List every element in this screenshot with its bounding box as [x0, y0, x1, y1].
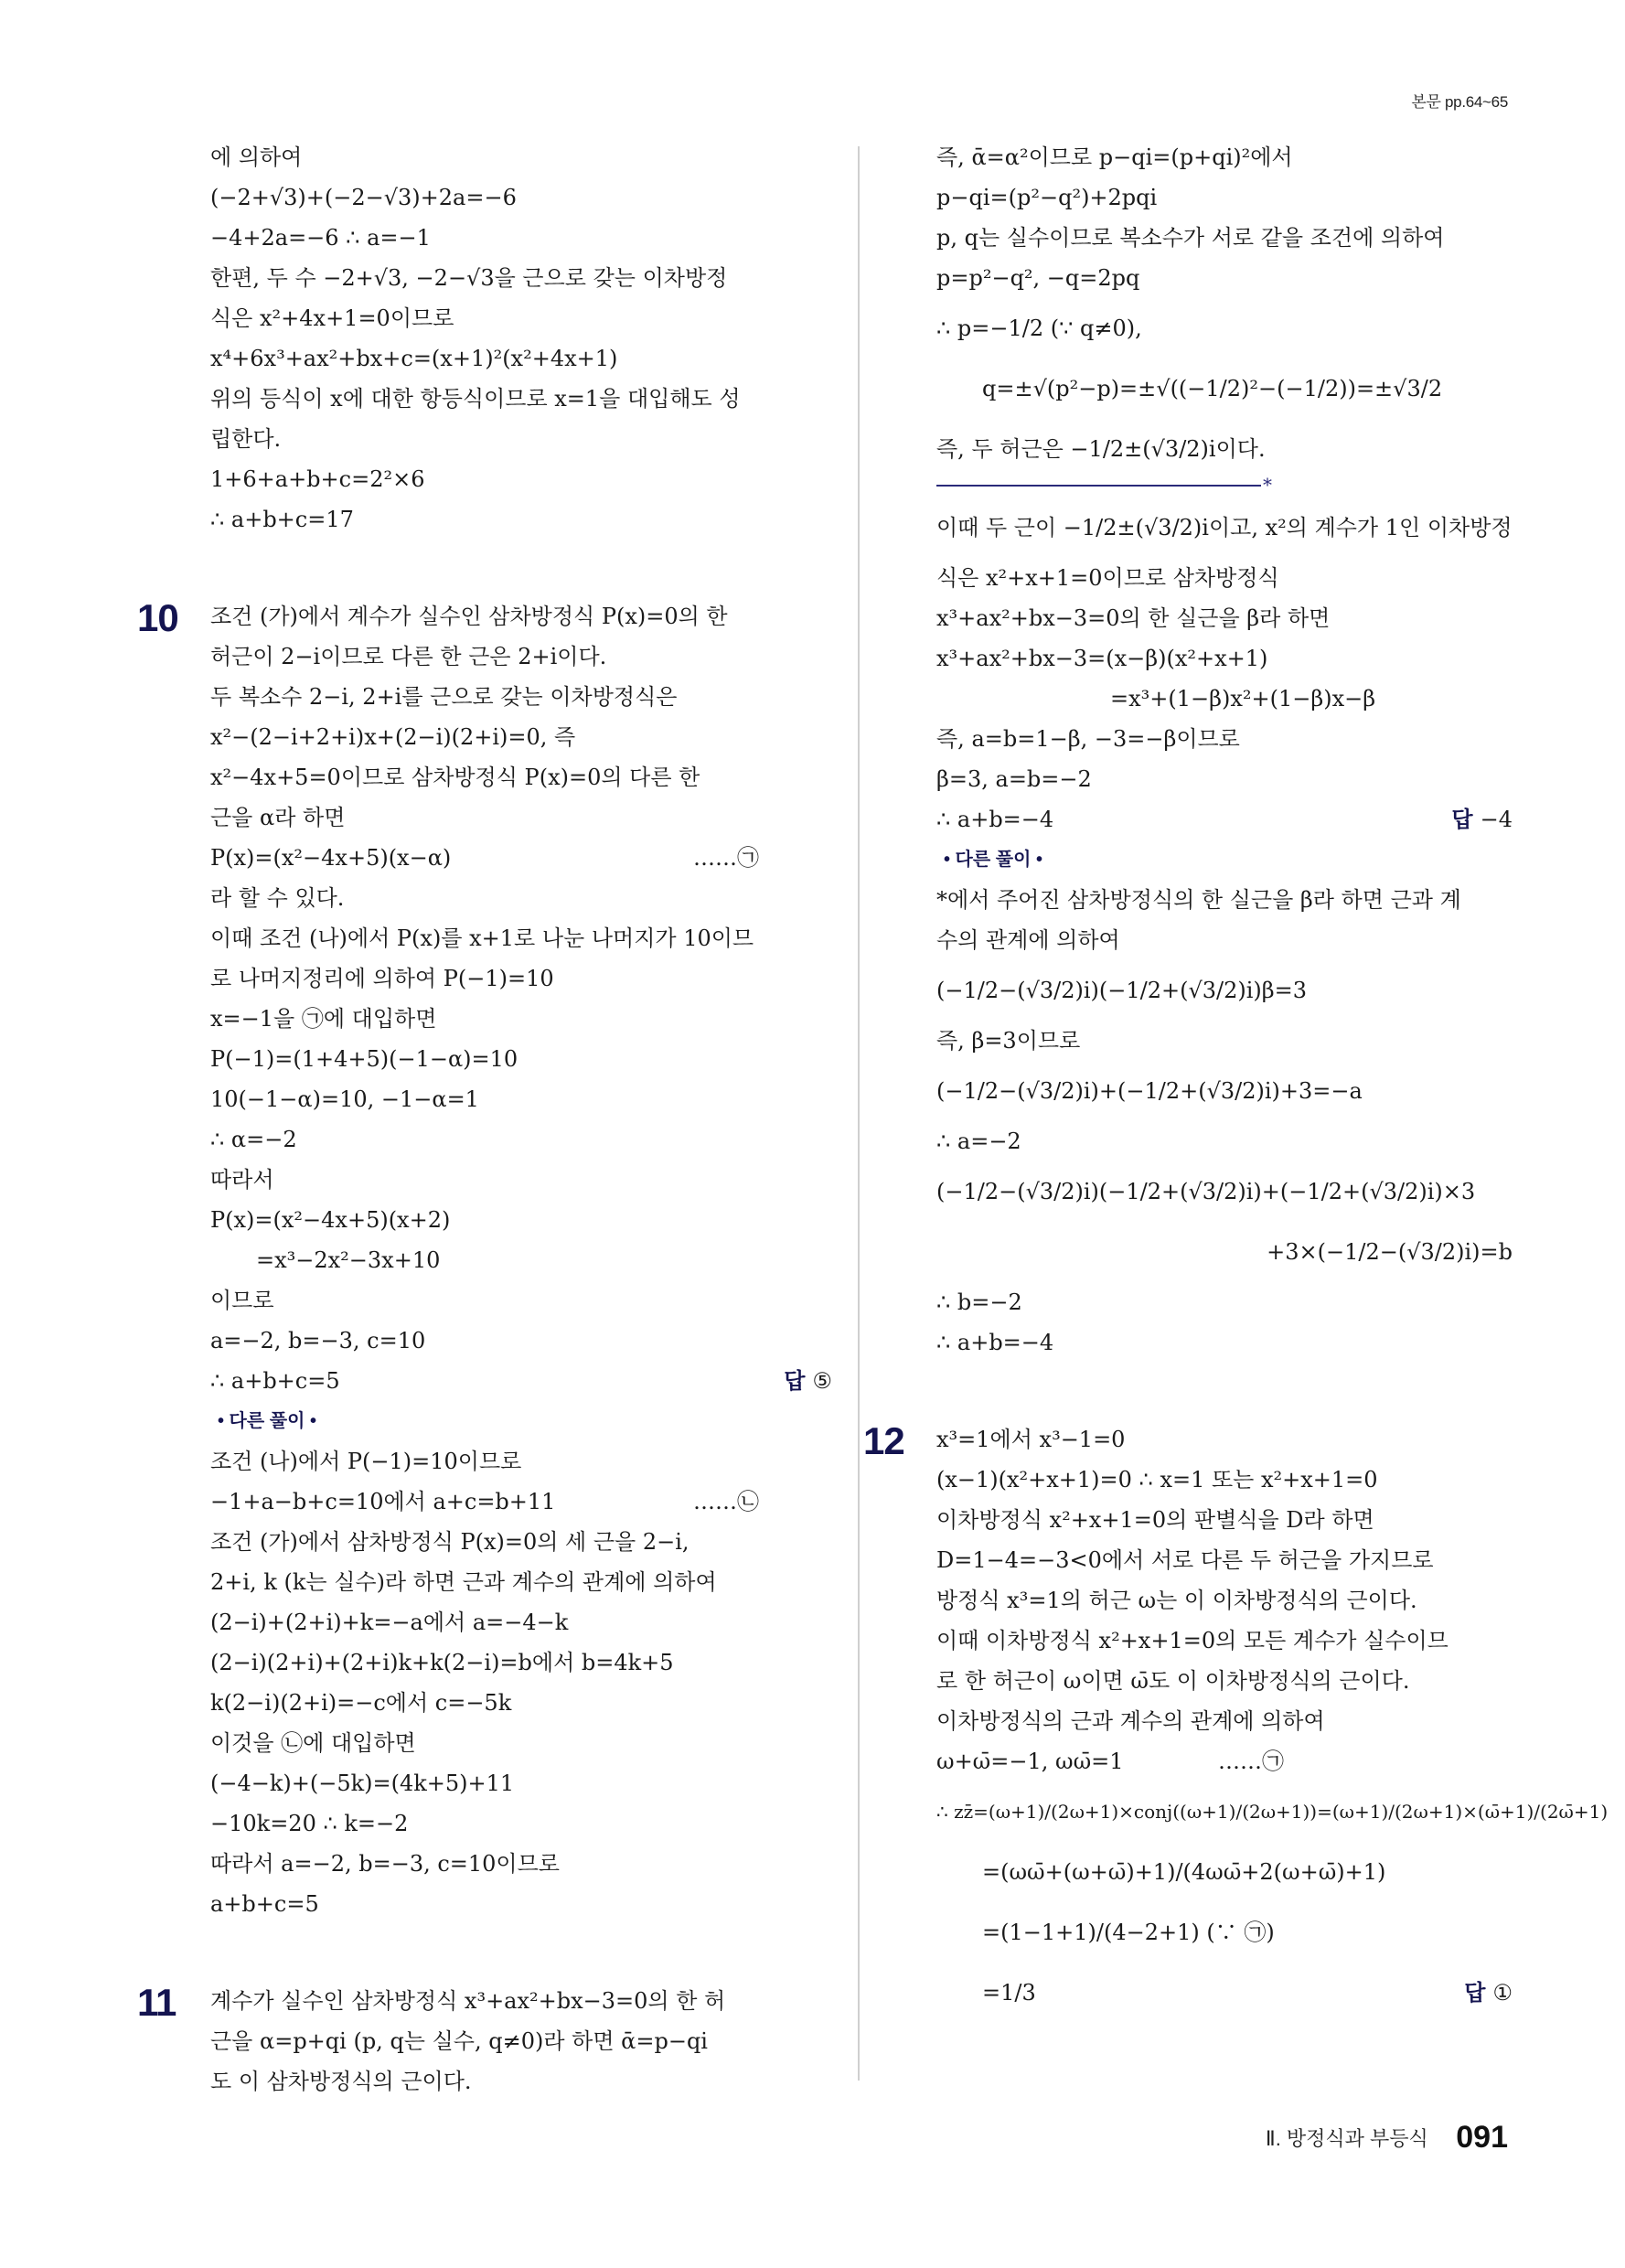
math-line: (−1/2−(√3/2)i)(−1/2+(√3/2)i)+(−1/2+(√3/2)i)×3: [936, 1179, 1476, 1204]
math-line: [210, 1482, 832, 1522]
text-line: 로 나머지정리에 의하여 P(−1)=10: [210, 966, 554, 991]
text-line: 식은 x²+x+1=0이므로 삼차방정식: [936, 565, 1279, 591]
text-line: 근을 α=p+qi (p, q는 실수, q≠0)라 하면 ᾱ=p−qi: [210, 2028, 708, 2054]
math-line: x⁴+6x³+ax²+bx+c=(x+1)²(x²+4x+1): [210, 346, 618, 371]
text-line: 한편, 두 수 −2+√3, −2−√3을 근으로 갖는 이차방정: [210, 265, 728, 291]
math-line: =(1−1+1)/(4−2+1) (∵ ㉠): [982, 1920, 1275, 1945]
continuation-block: [210, 137, 832, 540]
math-line: a+b+c=5: [210, 1891, 319, 1917]
math-line: 1+6+a+b+c=2²×6: [210, 466, 425, 492]
math-line: (2−i)+(2+i)+k=−a에서 a=−4−k: [210, 1610, 569, 1635]
math-line: =x³−2x²−3x+10: [256, 1247, 441, 1273]
math-line: x³+ax²+bx−3=(x−β)(x²+x+1): [936, 646, 1268, 671]
math-line: P(−1)=(1+4+5)(−1−α)=10: [210, 1046, 519, 1072]
text-line: 이차방정식의 근과 계수의 관계에 의하여: [936, 1708, 1325, 1734]
text-line: 에 의하여: [210, 144, 303, 170]
answer-label: 답: [1464, 1981, 1486, 2006]
problem-number: 11: [137, 1981, 176, 2024]
left-column: [137, 137, 832, 2102]
page-reference: 본문 pp.64~65: [1411, 93, 1508, 111]
problem-10: [137, 596, 832, 1924]
equation: P(x)=(x²−4x+5)(x−α): [210, 845, 452, 871]
text-line: x=−1을 ㉠에 대입하면: [210, 1006, 437, 1032]
text-line: 립한다.: [210, 426, 282, 452]
text-line: 근을 α라 하면: [210, 805, 346, 830]
math-line: a=−2, b=−3, c=10: [210, 1328, 426, 1353]
text-line: 즉, 두 허근은 −1/2±(√3/2)i이다.: [936, 436, 1266, 462]
text-line: 즉, ᾱ=α²이므로 p−qi=(p+qi)²에서: [936, 144, 1293, 170]
text-line: 조건 (가)에서 계수가 실수인 삼차방정식 P(x)=0의 한: [210, 604, 728, 629]
math-line: [936, 1963, 1513, 2023]
text-line: 조건 (가)에서 삼차방정식 P(x)=0의 세 근을 2−i,: [210, 1529, 690, 1555]
math-line: (−2+√3)+(−2−√3)+2a=−6: [210, 185, 517, 210]
final-result: =1/3: [982, 1980, 1036, 2006]
math-line: 즉, a=b=1−β, −3=−β이므로: [936, 726, 1240, 752]
alternative-solution-heading: • 다른 풀이 •: [218, 1411, 316, 1431]
answer-label: 답: [784, 1369, 806, 1394]
page-footer: [1266, 2120, 1508, 2156]
equation-marker: ……㉠: [693, 845, 759, 871]
text-line: x³+ax²+bx−3=0의 한 실근을 β라 하면: [936, 605, 1331, 631]
math-line: x³=1에서 x³−1=0: [936, 1427, 1126, 1452]
equation-marker: ……㉠: [1218, 1749, 1284, 1774]
text-line: 이므로: [210, 1288, 274, 1313]
text-line: 이것을 ㉡에 대입하면: [210, 1730, 416, 1756]
problem-12: [863, 1419, 1609, 2023]
problem-number: 12: [863, 1419, 904, 1462]
text-line: 수의 관계에 의하여: [936, 927, 1120, 953]
answer: [784, 1361, 832, 1402]
math-line: [936, 1741, 1513, 1781]
equation-marker: ……㉡: [693, 1489, 759, 1514]
asterisk-marker: *: [1263, 474, 1272, 496]
math-line: x²−(2−i+2+i)x+(2−i)(2+i)=0, 즉: [210, 724, 576, 750]
text-line: 허근이 2−i이므로 다른 한 근은 2+i이다.: [210, 644, 607, 669]
math-line: =x³+(1−β)x²+(1−β)x−β: [1110, 686, 1376, 711]
text-line: 두 복소수 2−i, 2+i를 근으로 갖는 이차방정식은: [210, 684, 678, 710]
answer-label: 답: [1451, 808, 1473, 832]
text-line: p, q는 실수이므로 복소수가 서로 같을 조건에 의하여: [936, 225, 1445, 251]
math-line: ∴ α=−2: [210, 1127, 297, 1152]
answer: [1451, 799, 1513, 840]
math-line: q=±√(p²−p)=±√((−1/2)²−(−1/2))=±√3/2: [982, 376, 1443, 401]
math-line: 10(−1−α)=10, −1−α=1: [210, 1086, 479, 1112]
conclusion: ∴ a+b=−4: [936, 807, 1054, 832]
math-line: [210, 1361, 832, 1401]
alternative-solution-heading: • 다른 풀이 •: [944, 850, 1042, 870]
problem-11-continued: [936, 137, 1513, 1363]
math-line: ∴ a+b+c=17: [210, 507, 354, 532]
text-line: *에서 주어진 삼차방정식의 한 실근을 β라 하면 근과 계: [936, 887, 1461, 913]
math-line: ∴ a=−2: [936, 1129, 1021, 1154]
math-line: β=3, a=b=−2: [936, 766, 1092, 792]
math-line: =(ωω̄+(ω+ω̄)+1)/(4ωω̄+2(ω+ω̄)+1): [982, 1859, 1386, 1885]
answer-value: ①: [1492, 1980, 1513, 2006]
right-column: [863, 137, 1609, 2023]
math-line: p=p²−q², −q=2pq: [936, 265, 1140, 291]
math-line: −10k=20 ∴ k=−2: [210, 1811, 409, 1836]
answer-value: ⑤: [812, 1368, 832, 1394]
text-line: 2+i, k (k는 실수)라 하면 근과 계수의 관계에 의하여: [210, 1569, 717, 1595]
equation: ω+ω̄=−1, ωω̄=1: [936, 1749, 1124, 1774]
star-reference-rule: [936, 474, 1513, 497]
text-line: 이때 두 근이 −1/2±(√3/2)i이고, x²의 계수가 1인 이차방정: [936, 515, 1513, 540]
conclusion: ∴ a+b+c=5: [210, 1368, 340, 1394]
text-line: 라 할 수 있다.: [210, 885, 345, 911]
math-line: (−1/2−(√3/2)i)+(−1/2+(√3/2)i)+3=−a: [936, 1078, 1363, 1104]
math-line: [936, 799, 1513, 840]
chapter-title: Ⅱ. 방정식과 부등식: [1265, 2127, 1428, 2150]
answer: [1464, 1963, 1513, 2024]
answer-value: −4: [1480, 807, 1513, 832]
math-line: (2−i)(2+i)+(2+i)k+k(2−i)=b에서 b=4k+5: [210, 1650, 674, 1675]
math-line: ∴ a+b=−4: [936, 1330, 1054, 1355]
problem-11: [137, 1981, 832, 2102]
math-line: (−1/2−(√3/2)i)(−1/2+(√3/2)i)β=3: [936, 978, 1308, 1003]
text-line: 조건 (나)에서 P(−1)=10이므로: [210, 1449, 522, 1474]
math-line: (−4−k)+(−5k)=(4k+5)+11: [210, 1771, 515, 1796]
math-line: +3×(−1/2−(√3/2)i)=b: [1267, 1239, 1513, 1265]
text-line: 위의 등식이 x에 대한 항등식이므로 x=1을 대입해도 성: [210, 386, 741, 412]
text-line: 방정식 x³=1의 허근 ω는 이 이차방정식의 근이다.: [936, 1588, 1417, 1613]
math-line: ∴ zz̄=(ω+1)/(2ω+1)×conj((ω+1)/(2ω+1))=(ω+1)/(2ω+1)×(ω̄+1)/(2ω̄+1): [936, 1801, 1609, 1823]
text-line: 따라서: [210, 1167, 274, 1193]
math-line: p−qi=(p²−q²)+2pqi: [936, 185, 1158, 210]
text-line: 따라서 a=−2, b=−3, c=10이므로: [210, 1851, 560, 1877]
text-line: 이때 조건 (나)에서 P(x)를 x+1로 나눈 나머지가 10이므: [210, 925, 754, 951]
math-line: −4+2a=−6 ∴ a=−1: [210, 225, 431, 251]
equation: −1+a−b+c=10에서 a+c=b+11: [210, 1489, 556, 1514]
math-line: ∴ b=−2: [936, 1289, 1022, 1315]
text-line: D=1−4=−3<0에서 서로 다른 두 허근을 가지므로: [936, 1547, 1434, 1573]
text-line: 이때 이차방정식 x²+x+1=0의 모든 계수가 실수이므: [936, 1628, 1449, 1653]
math-line: [210, 838, 832, 878]
math-line: ∴ p=−1/2 (∵ q≠0),: [936, 316, 1142, 341]
column-divider: [858, 146, 860, 2081]
underline-rule: [936, 485, 1261, 487]
text-line: x²−4x+5=0이므로 삼차방정식 P(x)=0의 다른 한: [210, 765, 700, 790]
text-line: 이차방정식 x²+x+1=0의 판별식을 D라 하면: [936, 1507, 1374, 1533]
text-line: 계수가 실수인 삼차방정식 x³+ax²+bx−3=0의 한 허: [210, 1988, 726, 2014]
page-number: 091: [1456, 2120, 1508, 2155]
problem-number: 10: [137, 596, 178, 639]
text-line: 도 이 삼차방정식의 근이다.: [210, 2069, 472, 2094]
text-line: 식은 x²+4x+1=0이므로: [210, 305, 454, 331]
math-line: P(x)=(x²−4x+5)(x+2): [210, 1207, 451, 1233]
math-line: (x−1)(x²+x+1)=0 ∴ x=1 또는 x²+x+1=0: [936, 1467, 1378, 1492]
text-line: 즉, β=3이므로: [936, 1028, 1081, 1054]
math-line: k(2−i)(2+i)=−c에서 c=−5k: [210, 1690, 512, 1716]
text-line: 로 한 허근이 ω이면 ω̄도 이 이차방정식의 근이다.: [936, 1668, 1410, 1694]
